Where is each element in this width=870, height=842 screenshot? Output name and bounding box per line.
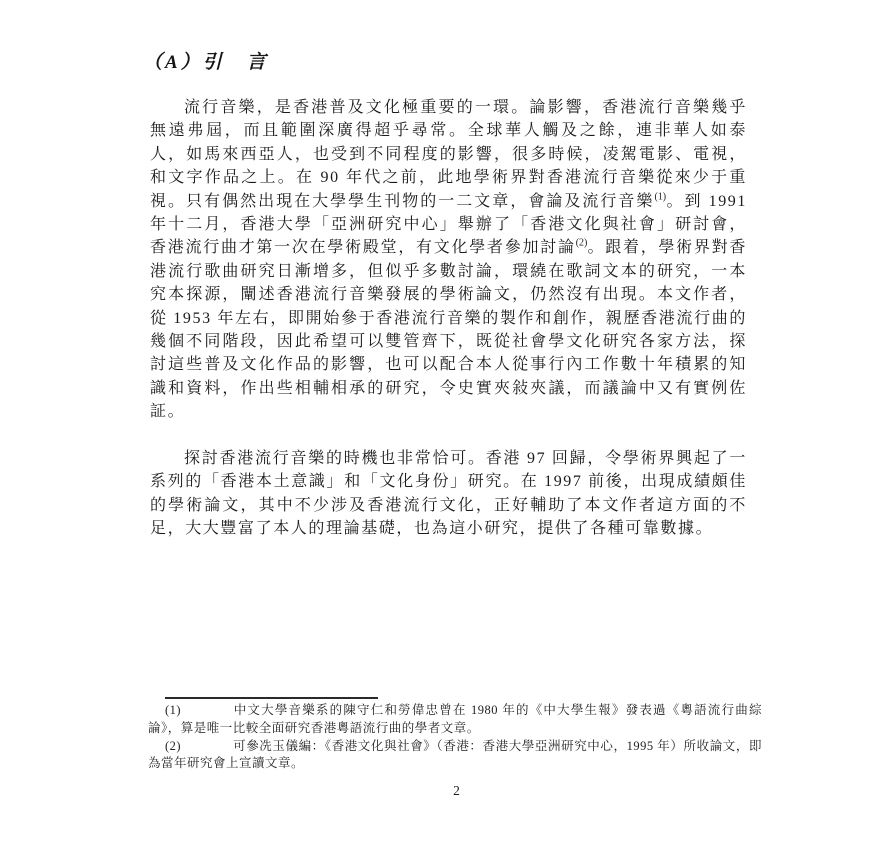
footnote-ref-2: (2)	[575, 238, 588, 250]
page-number: 2	[453, 783, 460, 798]
paragraph-2: 探討香港流行音樂的時機也非常恰可。香港 97 回歸，令學術界興起了一系列的「香港本土意識」和「文化身份」研究。在 1997 前後，出現成績頗佳的學術論文，其中不少涉及香港流行文化，正好輔助了本文作者這方面的不足，大大豐富了本人的理論基礎，也為這小研究，提供了各種可靠數據。	[150, 450, 747, 538]
footnote-2-marker: (2)	[165, 738, 182, 753]
footnote-1-text: 中文大學音樂系的陳守仁和勞偉忠曾在 1980 年的《中大學生報》發表過《粵語流行曲綜論》，算是唯一比較全面研究香港粵語流行曲的學者文章。	[148, 703, 762, 735]
footnotes-section	[148, 697, 762, 773]
footnote-1-marker: (1)	[165, 703, 182, 717]
paragraph-1-segment-2: 。到 1991 年十二月，香港大學「亞洲研究中心」舉辦了「香港文化與社會」研討會，香港流行曲才第一次在學術殿堂，有文化學者參加討論	[150, 192, 747, 257]
footnote-separator-rule	[165, 697, 378, 699]
footnote-ref-1: (1)	[654, 191, 667, 203]
footnote-2	[148, 738, 762, 774]
section-heading: （A）引 言	[143, 52, 269, 73]
footnote-2-text: 可參冼玉儀編：《香港文化與社會》（香港：香港大學亞洲研究中心，1995 年）所收論文，即為當年研究會上宣讀文章。	[148, 738, 762, 771]
body-text	[150, 96, 747, 541]
paragraph-1-segment-1: 流行音樂，是香港普及文化極重要的一環。論影響，香港流行音樂幾乎無遠弗屆，而且範圍深廣得超乎尋常。全球華人觸及之餘，連非華人如泰人，如馬來西亞人，也受到不同程度的影響，很多時候，凌駕電影、電視，和文字作品之上。在 90 年代之前，此地學術界對香港流行音樂從來少于重視。只有偶然出現在大學學生刊物的一二文章，會論及流行音樂	[150, 99, 747, 210]
footnote-1	[148, 702, 762, 738]
paragraph-1	[150, 96, 747, 424]
paragraph-1-segment-3: 。跟着，學術界對香港流行歌曲研究日漸增多，但似乎多數討論，環繞在歌詞文本的研究，一本究本探源，闡述香港流行音樂發展的學術論文，仍然沒有出現。本文作者，從 1953 年左右，即開始參于香港流行音樂的製作和創作，親歷香港流行曲的幾個不同階段，因此希望可以雙管齊下，既從社會學文化研究各家方法，探討這些普及文化作品的影響，也可以配合本人從事行內工作數十年積累的知識和資料，作出些相輔相承的研究，令史實夾敍夾議，而議論中又有實例佐証。	[150, 239, 747, 421]
